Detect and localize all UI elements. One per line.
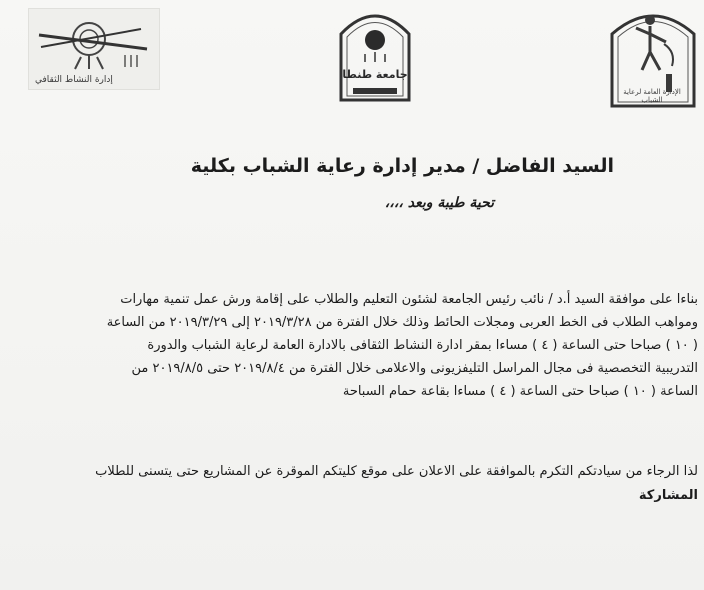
closing-line: لذا الرجاء من سيادتكم التكرم بالموافقة على الاعلان على موقع كليتكم الموقرة عن المشاريع حتى يتسنى للطلاب bbox=[95, 464, 698, 479]
salutation: السيد الفاضل / مدير إدارة رعاية الشباب بكلية bbox=[190, 155, 614, 177]
quill-emblem-icon bbox=[29, 9, 159, 73]
university-crest-icon bbox=[335, 4, 415, 104]
university-name: جامعة طنطا bbox=[342, 68, 408, 81]
letter-body bbox=[8, 288, 698, 403]
youth-welfare-logo bbox=[606, 2, 700, 112]
university-logo bbox=[335, 4, 415, 104]
body-line: التدريبية التخصصية فى مجال المراسل التليفزيونى والاعلامى خلال الفترة من ٢٠١٩/٨/٤ حتى ٢٠١٩/٨/٥ من bbox=[131, 361, 698, 376]
left-logo-caption: إدارة النشاط الثقافي bbox=[35, 75, 113, 85]
body-line: بناءا على موافقة السيد أ.د / نائب رئيس الجامعة لشئون التعليم والطلاب على إقامة ورش عمل تنمية مهارات bbox=[120, 292, 698, 307]
right-logo-caption: الإدارة العامة لرعاية الشباب bbox=[623, 88, 681, 104]
letter-closing bbox=[8, 460, 698, 508]
cultural-activity-logo bbox=[28, 8, 160, 90]
body-line: ومواهب الطلاب فى الخط العربى ومجلات الحائط وذلك خلال الفترة من ٢٠١٩/٣/٢٨ إلى ٢٠١٩/٣/٢٩ من الساعة bbox=[106, 315, 698, 330]
closing-line: المشاركة bbox=[638, 488, 698, 503]
body-line: ( ١٠ ) صباحا حتى الساعة ( ٤ ) مساءا بمقر ادارة النشاط الثقافى بالادارة العامة لرعاية الشباب والدورة bbox=[147, 338, 698, 353]
body-line: الساعة ( ١٠ ) صباحا حتى الساعة ( ٤ ) مساءا بقاعة حمام السباحة bbox=[342, 384, 698, 399]
greeting: تحية طيبة وبعد ،،،، bbox=[384, 195, 494, 211]
